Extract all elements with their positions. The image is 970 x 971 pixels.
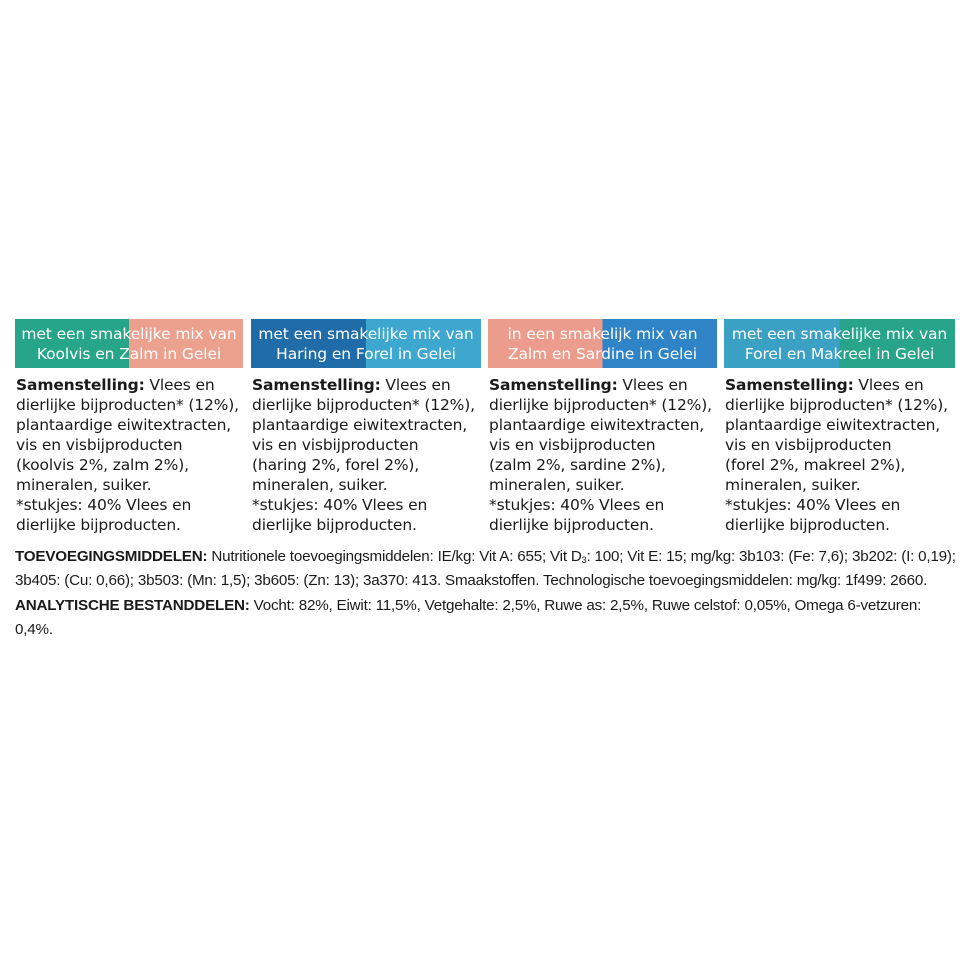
composition-line: *stukjes: 40% Vlees en xyxy=(489,496,665,514)
composition-line: mineralen, suiker. xyxy=(16,476,152,494)
banner-line: Koolvis en Zalm in Gelei xyxy=(36,344,222,363)
banner-line: met een smakelijke mix van xyxy=(258,324,474,343)
composition-line: (zalm 2%, sardine 2%), xyxy=(489,456,666,474)
banner-line: in een smakelijk mix van xyxy=(507,324,698,343)
composition-line: vis en visbijproducten xyxy=(16,436,183,454)
composition-heading: Samenstelling: xyxy=(725,376,854,394)
composition-line: mineralen, suiker. xyxy=(489,476,625,494)
composition-line: dierlijke bijproducten* (12%), xyxy=(489,396,712,414)
variant-haring-forel xyxy=(251,319,481,535)
composition-line: (forel 2%, makreel 2%), xyxy=(725,456,906,474)
composition-line: dierlijke bijproducten* (12%), xyxy=(252,396,475,414)
variant-banner xyxy=(251,319,481,368)
composition-line: plantaardige eiwitextracten, xyxy=(252,416,468,434)
banner-line: met een smakelijke mix van xyxy=(21,324,237,343)
composition-line: mineralen, suiker. xyxy=(725,476,861,494)
composition-line: dierlijke bijproducten. xyxy=(16,516,181,534)
composition-line: plantaardige eiwitextracten, xyxy=(725,416,941,434)
additives-paragraph xyxy=(15,545,960,643)
variant-koolvis-zalm xyxy=(15,319,243,535)
composition-heading: Samenstelling: xyxy=(252,376,381,394)
composition-text xyxy=(724,375,955,535)
composition-line: plantaardige eiwitextracten, xyxy=(16,416,232,434)
composition-line: vis en visbijproducten xyxy=(252,436,419,454)
composition-line: *stukjes: 40% Vlees en xyxy=(16,496,192,514)
composition-line: Vlees en xyxy=(858,376,924,394)
variant-banner xyxy=(15,319,243,368)
composition-heading: Samenstelling: xyxy=(16,376,145,394)
banner-line: Forel en Makreel in Gelei xyxy=(744,344,935,363)
composition-line: dierlijke bijproducten* (12%), xyxy=(725,396,948,414)
composition-line: Vlees en xyxy=(385,376,451,394)
additives-text: Nutritionele toevoegingsmiddelen: IE/kg: Vit A: 655; Vit D xyxy=(207,548,582,565)
composition-text xyxy=(488,375,717,535)
composition-heading: Samenstelling: xyxy=(489,376,618,394)
analytical-heading: ANALYTISCHE BESTANDDELEN: xyxy=(15,596,250,614)
composition-line: dierlijke bijproducten. xyxy=(489,516,654,534)
vitamin-d-subscript: 3 xyxy=(581,555,587,565)
composition-line: (koolvis 2%, zalm 2%), xyxy=(16,456,189,474)
composition-line: Vlees en xyxy=(149,376,215,394)
composition-line: dierlijke bijproducten* (12%), xyxy=(16,396,239,414)
composition-line: plantaardige eiwitextracten, xyxy=(489,416,705,434)
composition-text xyxy=(15,375,243,535)
composition-line: dierlijke bijproducten. xyxy=(725,516,890,534)
banner-line: Haring en Forel in Gelei xyxy=(276,344,456,363)
composition-line: dierlijke bijproducten. xyxy=(252,516,417,534)
variant-zalm-sardine xyxy=(488,319,717,535)
additives-heading: TOEVOEGINGSMIDDELEN: xyxy=(15,548,208,565)
variant-banner xyxy=(488,319,717,368)
composition-line: *stukjes: 40% Vlees en xyxy=(252,496,428,514)
composition-line: *stukjes: 40% Vlees en xyxy=(725,496,901,514)
composition-line: vis en visbijproducten xyxy=(489,436,656,454)
composition-line: (haring 2%, forel 2%), xyxy=(252,456,420,474)
banner-line: Zalm en Sardine in Gelei xyxy=(508,344,697,363)
analytical-text: Vocht: 82%, Eiwit: 11,5%, Vetgehalte: 2,5%, Ruwe as: 2,5%, Ruwe celstof: 0,05%, Omega 6-vetzuren: 0,4%. xyxy=(15,596,922,639)
composition-line: vis en visbijproducten xyxy=(725,436,892,454)
variant-banner xyxy=(724,319,955,368)
variant-forel-makreel xyxy=(724,319,955,535)
composition-line: Vlees en xyxy=(622,376,688,394)
banner-line: met een smakelijke mix van xyxy=(731,324,948,343)
composition-text xyxy=(251,375,481,535)
composition-line: mineralen, suiker. xyxy=(252,476,388,494)
additives-text: : 100; Vit E: 15; mg/kg: 3b103: (Fe: 7,6); 3b202: (I: 0,19); 3b405: (Cu: 0,66); 3b503: (Mn: 1,5); 3b605: (Zn: 13); 3a370: 413. Smaakstoffen. Technologische toevoegingsmiddelen: mg/kg: 1f499: 2660. xyxy=(15,548,956,590)
